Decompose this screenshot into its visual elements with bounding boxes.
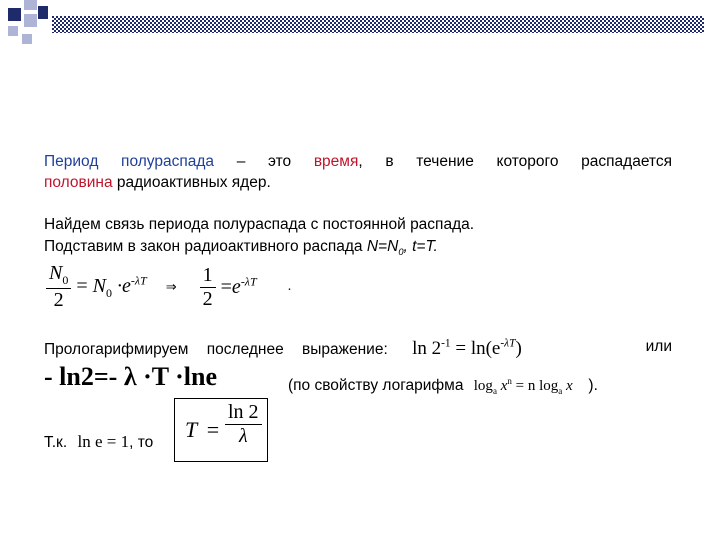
- term-half-life: Период полураспада: [44, 153, 215, 170]
- formula-decay-substituted: $\frac{N_0}{2}$ = $N_0 \cdot e^{-\lambda T}$ ⇒ $\frac{1}{2}$ $=e^{-\lambda T}$ .: [46, 262, 291, 312]
- dash-text: – это: [214, 153, 314, 170]
- result-line: [44, 432, 153, 452]
- deco-square-light-1: [24, 0, 37, 10]
- fraction-1-over-2: $\frac{1}{2}$: [200, 264, 216, 311]
- deco-square-dark-2: [38, 6, 48, 19]
- definition-rest-1: , в течение которого распадается: [358, 153, 672, 170]
- half-life-formula-box: [174, 398, 268, 462]
- header-pattern-bar: [52, 16, 704, 33]
- relation-formula: $N=N_0$, t=T.: [366, 238, 438, 258]
- fraction-ln2-over-lambda: $\frac{\ln 2}{\lambda}$: [225, 401, 262, 448]
- deco-square-light-2: [24, 14, 37, 27]
- term-time: время: [313, 153, 359, 170]
- deco-square-light-4: [22, 34, 32, 44]
- implies-arrow-icon: ⇒: [165, 279, 177, 294]
- formula-ln2-expanded: - ln2=- λ ·T ·lne: [44, 362, 218, 391]
- term-half: половина: [44, 174, 113, 191]
- formula-ln-both-sides: $\ln 2^{-1} = \ln(e^{-\lambda T})$: [412, 338, 522, 360]
- logarithm-label: Прологарифмируем последнее выражение:: [44, 341, 388, 359]
- formula-ln2-line: [44, 362, 217, 392]
- formula-lne-equals-1: ln e = 1: [77, 432, 130, 451]
- relation-line-1: Найдем связь периода полураспада с постоянной распада.: [44, 216, 475, 233]
- relation-line-2: [44, 238, 438, 257]
- relation-line-2-prefix: Подставим в закон радиоактивного распада: [44, 238, 367, 255]
- logarithm-line: [44, 338, 672, 360]
- definition-line-2: [44, 174, 271, 192]
- header-pattern-svg: [52, 16, 704, 33]
- then-label: , то: [129, 434, 154, 451]
- formula-T: T: [185, 417, 198, 442]
- deco-square-dark-1: [8, 8, 21, 21]
- definition-rest-2: радиоактивных ядер.: [112, 174, 271, 191]
- definition-paragraph: [44, 152, 672, 171]
- formula-equals: =: [206, 417, 220, 442]
- log-property-note: (по свойству логарифма $\log_a x^n = n$ $\log_a x$ ).: [288, 376, 598, 396]
- fraction-n0-over-2: $\frac{N_0}{2}$: [46, 262, 71, 312]
- since-label: Т.к.: [44, 434, 68, 451]
- deco-square-light-3: [8, 26, 18, 36]
- or-word: или: [645, 338, 672, 355]
- log-property-formula: $\log_a x^n = n$ $\log_a x$: [473, 376, 573, 396]
